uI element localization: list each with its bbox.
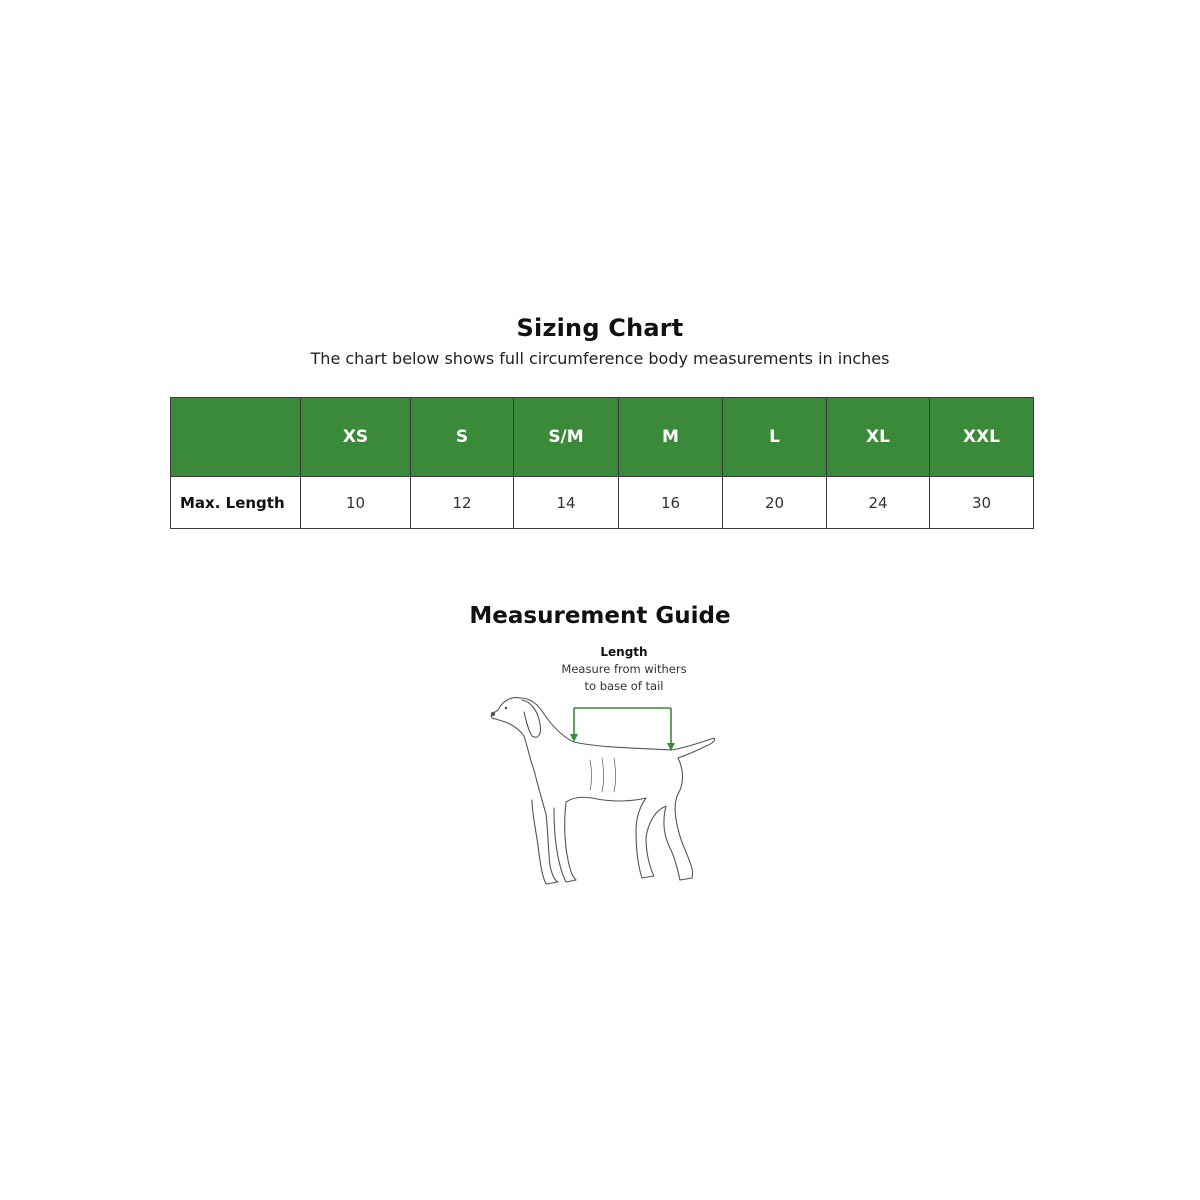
size-header-xxl: XXL [930,398,1034,477]
measurement-guide-title: Measurement Guide [469,603,731,629]
dog-outline-icon [480,690,730,890]
size-header-xl: XL [827,398,930,477]
size-header-l: L [723,398,827,477]
length-instructions-line-1: Measure from withers [561,662,687,676]
size-header-m: M [619,398,723,477]
sizing-chart-subtitle: The chart below shows full circumference body measurements in inches [310,349,890,368]
row-label-max-length: Max. Length [171,477,301,529]
size-header-xs: XS [301,398,411,477]
size-header-sm: S/M [514,398,619,477]
sizing-chart-title: Sizing Chart [516,314,684,342]
length-value-xs: 10 [301,477,411,529]
length-value-l: 20 [723,477,827,529]
length-value-xxl: 30 [930,477,1034,529]
length-value-sm: 14 [514,477,619,529]
size-header-row [171,398,1034,477]
length-instructions-line-2: to base of tail [584,679,664,693]
corner-header-cell [171,398,301,477]
length-value-xl: 24 [827,477,930,529]
size-header-s: S [411,398,514,477]
length-label: Length [600,645,648,659]
dog-body [491,698,715,884]
length-value-m: 16 [619,477,723,529]
sizing-table [170,397,1034,529]
max-length-row [171,477,1034,529]
length-value-s: 12 [411,477,514,529]
